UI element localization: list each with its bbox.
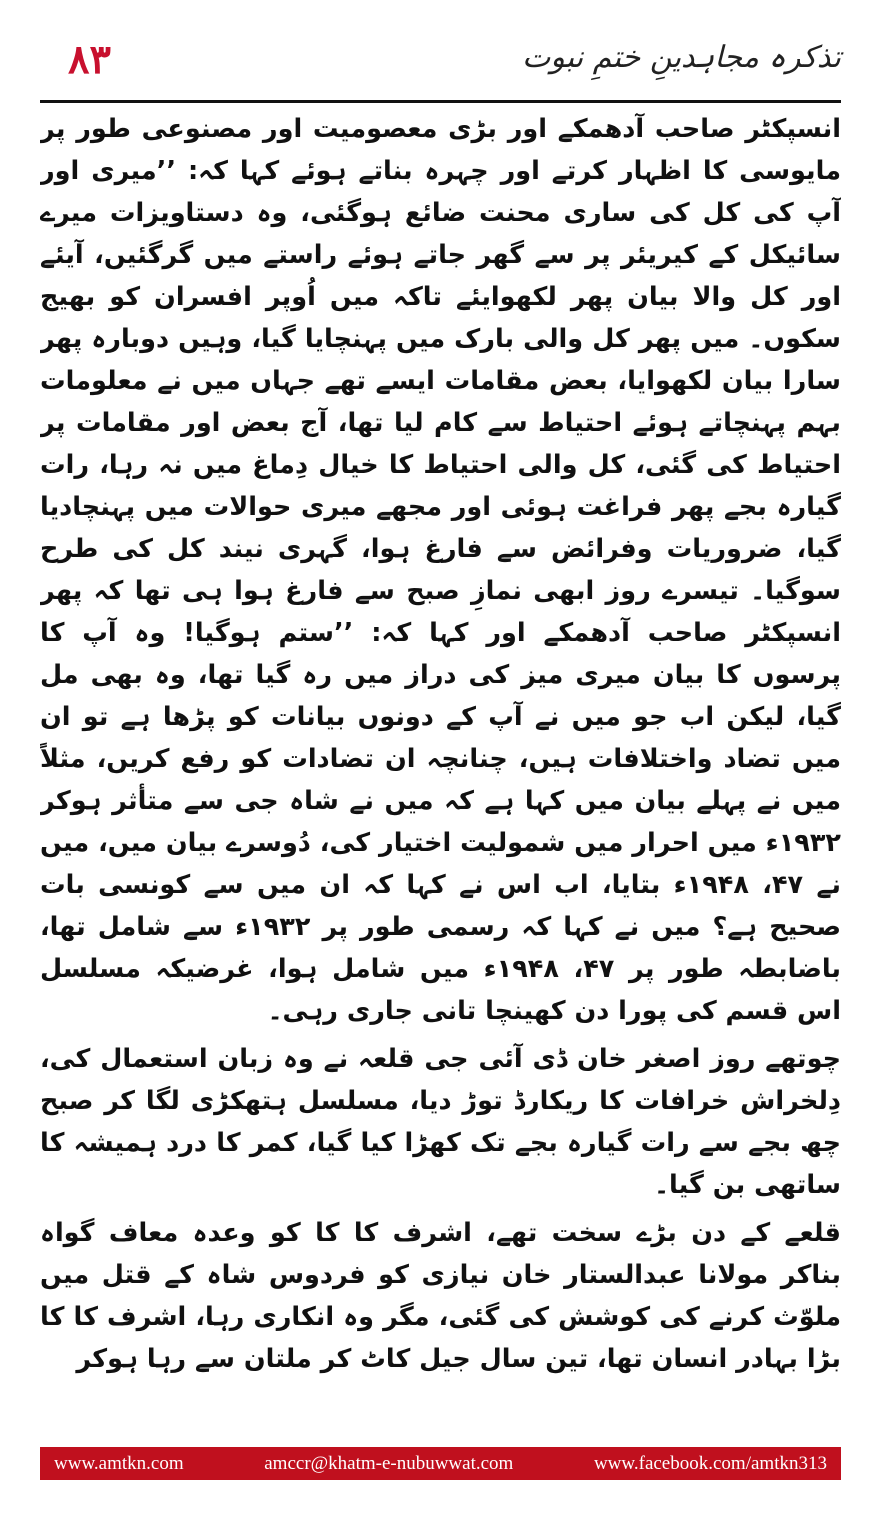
header-rule [40,100,841,103]
running-title: تذکرہ مجاہدینِ ختمِ نبوت [522,40,841,75]
facebook-link[interactable]: www.facebook.com/amtkn313 [593,1452,827,1474]
website-link[interactable]: www.amtkn.com [54,1452,184,1474]
email-link[interactable]: amccr@khatm-e-nubuwwat.com [264,1452,514,1474]
paragraph: چوتھے روز اصغر خان ڈی آئی جی قلعہ نے وہ زبان استعمال کی، دِلخراش خرافات کا ریکارڈ توڑ دیا، مسلسل ہتھکڑی لگا کر صبح چھ بجے سے رات گیارہ بجے تک کھڑا کیا گیا، کمر کا درد ہمیشہ کا ساتھی بن گیا۔ [40,1044,841,1200]
page-number: ۸۳ [68,36,111,83]
body-text [40,108,841,1420]
paragraph: انسپکٹر صاحب آدھمکے اور بڑی معصومیت اور مصنوعی طور پر مایوسی کا اظہار کرتے اور چہرہ بناتے ہوئے کہا کہ: ’’میری اور آپ کی کل کی ساری محنت ضائع ہوگئی، وہ دستاویزات میرے سائیکل کے کیریئر پر سے گھر جاتے ہوئے راستے میں گرگئیں، آیئے اور کل والا بیان پھر لکھوایئے تاکہ میں اُوپر افسران کو بھیج سکوں۔ میں پھر کل والی بارک میں پہنچایا گیا، وہیں دوبارہ پھر سارا بیان لکھوایا، بعض مقامات ایسے تھے جہاں میں نے معلومات بہم پہنچاتے ہوئے احتیاط سے کام لیا تھا، آج بعض اور مقامات پر احتیاط کی گئی، کل والی احتیاط کا خیال دِماغ میں نہ رہا، رات گیارہ بجے پھر فراغت ہوئی اور مجھے میری حوالات میں پہنچادیا گیا، ضروریات وفرائض سے فارغ ہوا، گہری نیند کل کی طرح سوگیا۔ تیسرے روز ابھی نمازِ صبح سے فارغ ہوا ہی تھا کہ پھر انسپکٹر صاحب آدھمکے اور کہا کہ: ’’ستم ہوگیا! وہ آپ کا پرسوں کا بیان میری میز کی دراز میں رہ گیا تھا، وہ بھی مل گیا، لیکن اب جو میں نے آپ کے دونوں بیانات کو پڑھا ہے تو ان میں تضاد واختلافات ہیں، چنانچہ ان تضادات کو رفع کریں، مثلاً میں نے پہلے بیان میں کہا ہے کہ میں نے شاہ جی سے متأثر ہوکر ۱۹۳۲ء میں احرار میں شمولیت اختیار کی، دُوسرے بیان میں، میں نے ۴۷، ۱۹۴۸ء بتایا، اب اس نے کہا کہ ان میں سے کونسی بات صحیح ہے؟ میں نے کہا کہ رسمی طور پر ۱۹۳۲ء سے شامل تھا، باضابطہ طور پر ۴۷، ۱۹۴۸ء میں شامل ہوا، غرضیکہ مسلسل اس قسم کی پورا دن کھینچا تانی جاری رہی۔ [40,114,841,1026]
paragraph: قلعے کے دن بڑے سخت تھے، اشرف کا کا کو وعدہ معاف گواہ بناکر مولانا عبدالستار خان نیازی کو فردوس شاہ کے قتل میں ملوّث کرنے کی کوشش کی گئی، مگر وہ انکاری رہا، اشرف کا کا بڑا بہادر انسان تھا، تین سال جیل کاٹ کر ملتان سے رہا ہوکر [40,1218,841,1374]
page-header [40,28,841,98]
footer-bar [40,1447,841,1480]
